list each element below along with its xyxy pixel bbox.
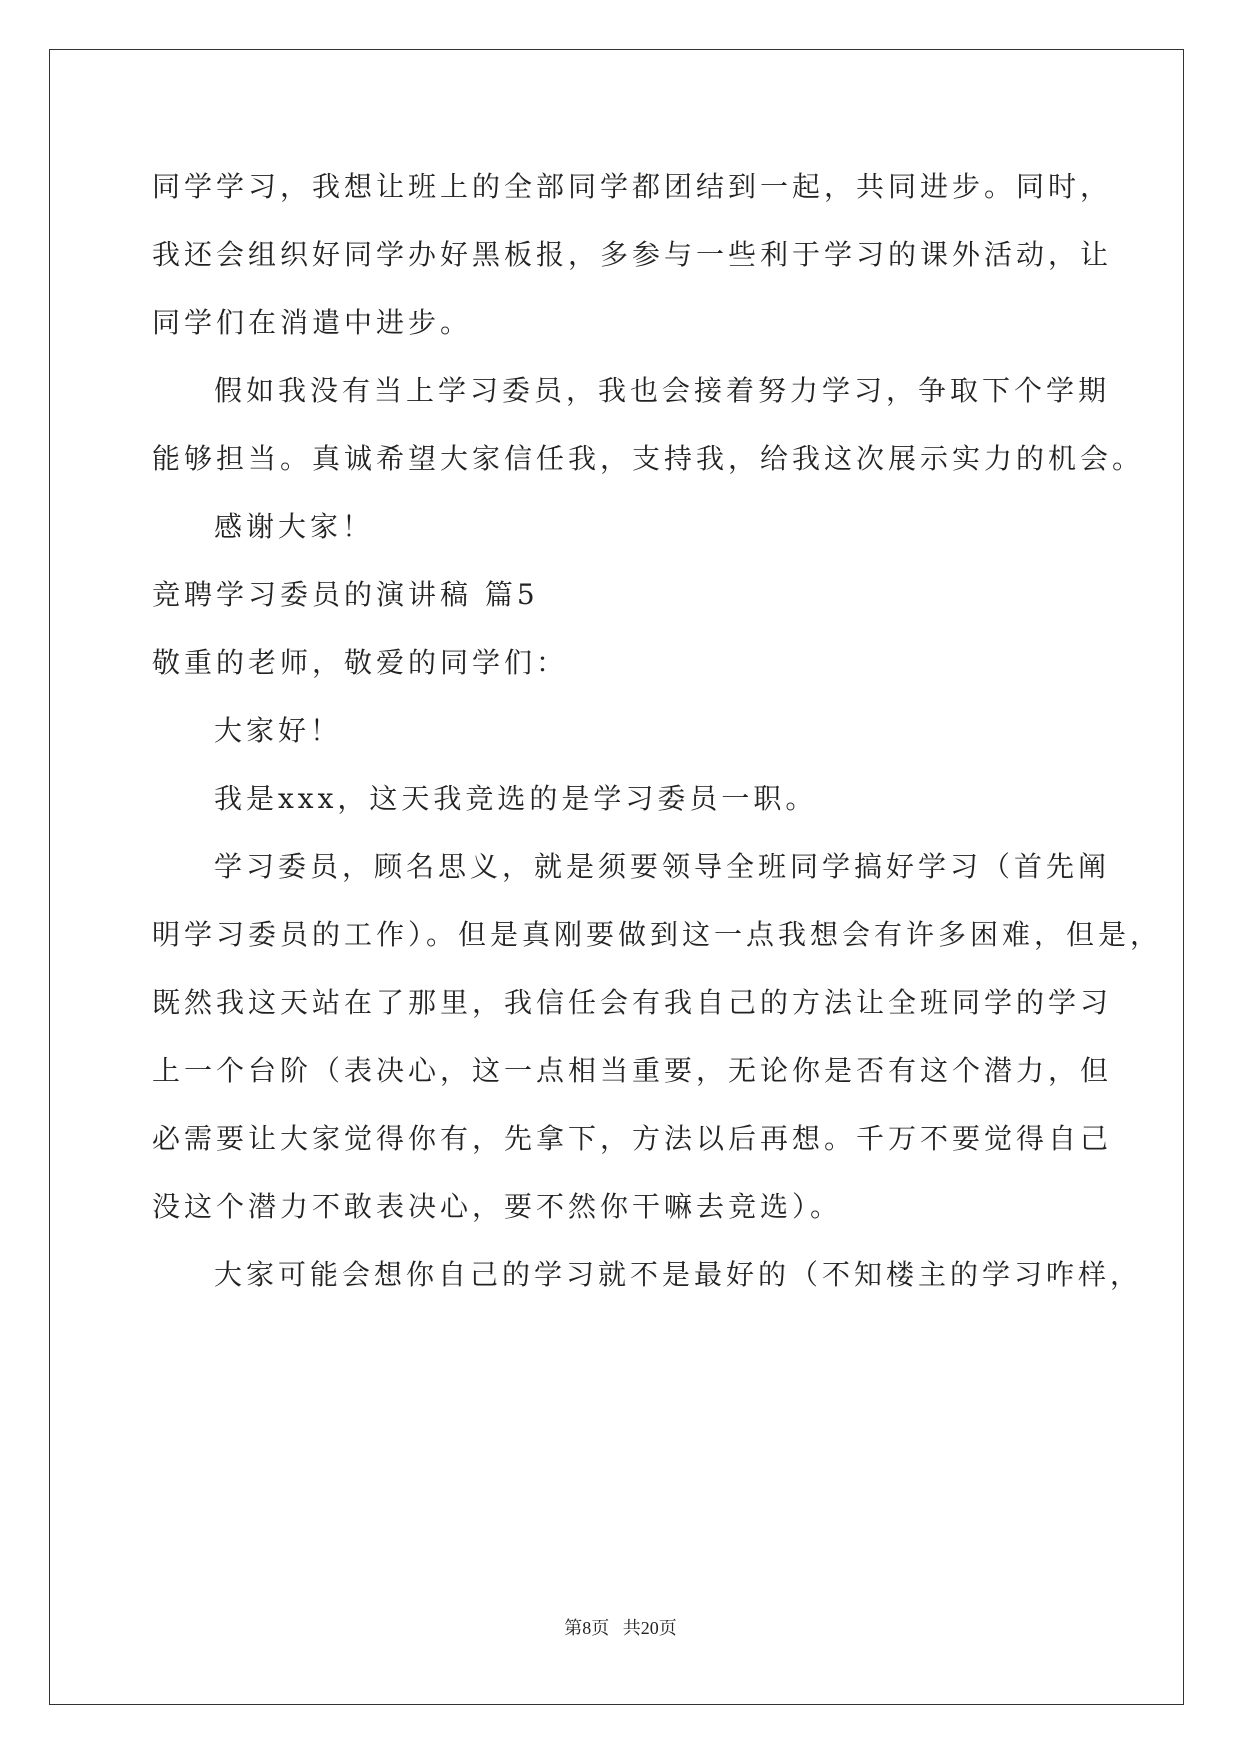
text-line: 上一个台阶（表决心，这一点相当重要，无论你是否有这个潜力，但 [152, 1054, 1113, 1087]
text-line: 必需要让大家觉得你有，先拿下，方法以后再想。千万不要觉得自己 [152, 1122, 1113, 1155]
text-line: 我还会组织好同学办好黑板报，多参与一些利于学习的课外活动，让 [152, 238, 1113, 271]
text-line: 假如我没有当上学习委员，我也会接着努力学习，争取下个学期 [214, 374, 1111, 407]
section-heading: 竞聘学习委员的演讲稿 篇5 [152, 578, 539, 611]
text-line: 能够担当。真诚希望大家信任我，支持我，给我这次展示实力的机会。 [152, 442, 1145, 475]
text-line: 学习委员，顾名思义，就是须要领导全班同学搞好学习（首先阐 [214, 850, 1111, 883]
text-line: 大家可能会想你自己的学习就不是最好的（不知楼主的学习咋样， [214, 1258, 1143, 1291]
text-line: 没这个潜力不敢表决心，要不然你干嘛去竞选）。 [152, 1190, 843, 1223]
text-line: 明学习委员的工作）。但是真刚要做到这一点我想会有许多困难，但是， [152, 918, 1163, 951]
salutation: 敬重的老师，敬爱的同学们： [152, 646, 569, 679]
page-number: 第8页 [564, 1618, 610, 1638]
page-total: 共20页 [622, 1618, 677, 1638]
page-footer [0, 1617, 1241, 1639]
text-line: 既然我这天站在了那里，我信任会有我自己的方法让全班同学的学习 [152, 986, 1113, 1019]
text-line: 同学们在消遣中进步。 [152, 306, 473, 339]
text-line: 我是xxx，这天我竞选的是学习委员一职。 [214, 782, 818, 815]
text-line: 同学学习，我想让班上的全部同学都团结到一起，共同进步。同时， [152, 170, 1113, 203]
text-line: 大家好！ [214, 714, 343, 747]
text-line: 感谢大家！ [214, 510, 375, 543]
